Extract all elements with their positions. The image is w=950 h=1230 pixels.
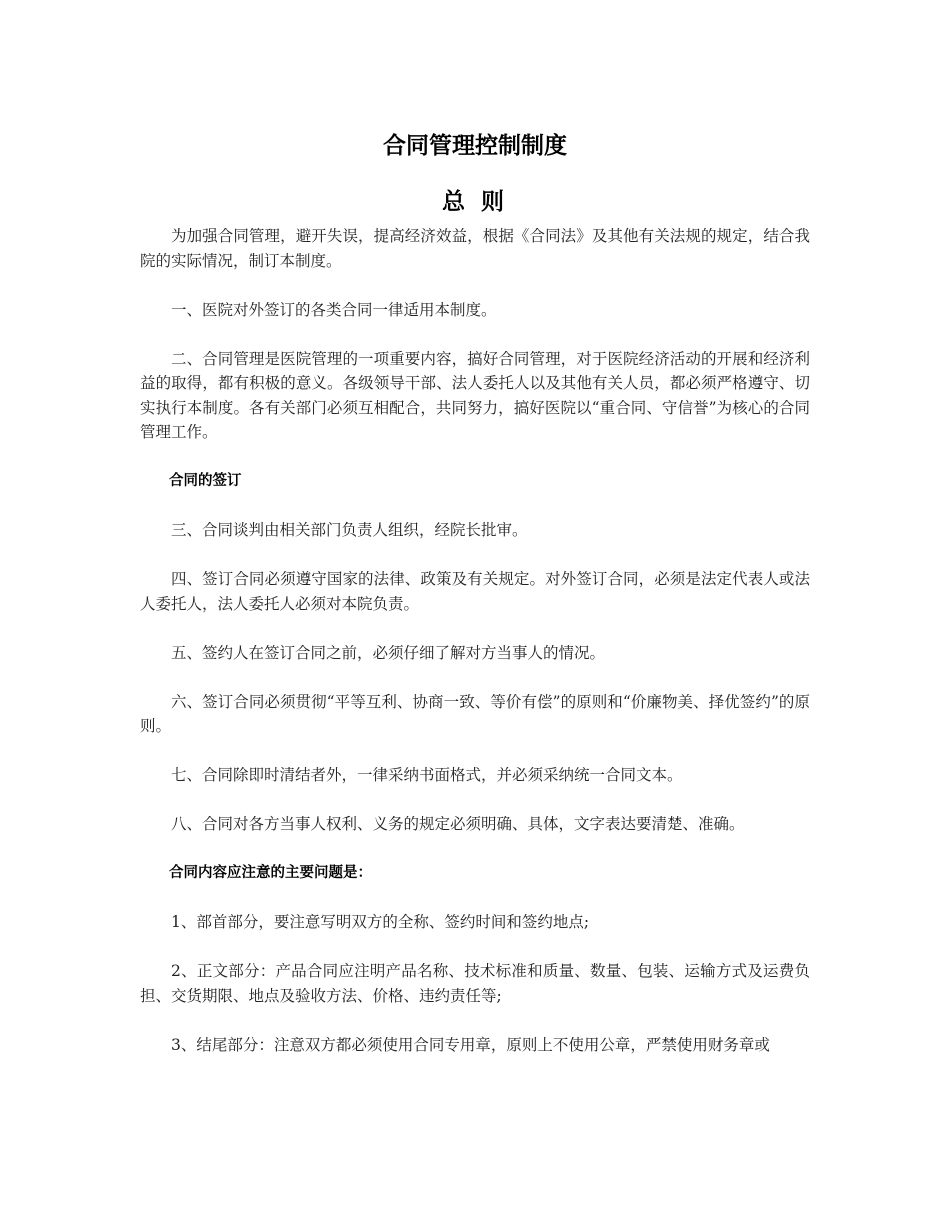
paragraph-item-1: 1、部首部分，要注意写明双方的全称、签约时间和签约地点; bbox=[171, 913, 590, 931]
document-body bbox=[140, 224, 810, 1082]
paragraph-clause-7: 七、合同除即时清结者外，一律采纳书面格式，并必须采纳统一合同文本。 bbox=[171, 766, 683, 784]
paragraph-intro: 为加强合同管理，避开失误，提高经济效益，根据《合同法》及其他有关法规的规定，结合我院的实际情况，制订本制度。 bbox=[140, 227, 810, 270]
section-title-general: 总 则 bbox=[441, 189, 508, 215]
section-heading-signing: 合同的签订 bbox=[169, 473, 242, 489]
paragraph-clause-4: 四、签订合同必须遵守国家的法律、政策及有关规定。对外签订合同，必须是法定代表人或法人委托人，法人委托人必须对本院负责。 bbox=[140, 570, 810, 613]
document-title: 合同管理控制制度 bbox=[383, 133, 567, 159]
paragraph-clause-1: 一、医院对外签订的各类合同一律适用本制度。 bbox=[171, 300, 497, 319]
paragraph-clause-2: 二、合同管理是医院管理的一项重要内容，搞好合同管理，对于医院经济活动的开展和经济利益的取得，都有积极的意义。各级领导干部、法人委托人以及其他有关人员，都必须严格遵守、切实执行本制度。各有关部门必须互相配合，共同努力，搞好医院以“重合同、守信誉”为核心的合同管理工作。 bbox=[140, 349, 810, 441]
paragraph-clause-8: 八、合同对各方当事人权利、义务的规定必须明确、具体，文字表达要清楚、准确。 bbox=[171, 815, 745, 833]
paragraph-clause-3: 三、合同谈判由相关部门负责人组织，经院长批审。 bbox=[171, 521, 528, 539]
paragraph-item-2: 2、正文部分：产品合同应注明产品名称、技术标准和质量、数量、包装、运输方式及运费负担、交货期限、地点及验收方法、价格、违约责任等; bbox=[140, 962, 810, 1005]
paragraph-clause-6: 六、签订合同必须贯彻“平等互利、协商一致、等价有偿”的原则和“价廉物美、择优签约”的原则。 bbox=[140, 692, 810, 735]
paragraph-clause-5: 五、签约人在签订合同之前，必须仔细了解对方当事人的情况。 bbox=[171, 643, 606, 662]
section-heading-content-issues: 合同内容应注意的主要问题是： bbox=[169, 865, 372, 881]
paragraph-item-3: 3、结尾部分：注意双方都必须使用合同专用章，原则上不使用公章，严禁使用财务章或 bbox=[171, 1035, 770, 1054]
